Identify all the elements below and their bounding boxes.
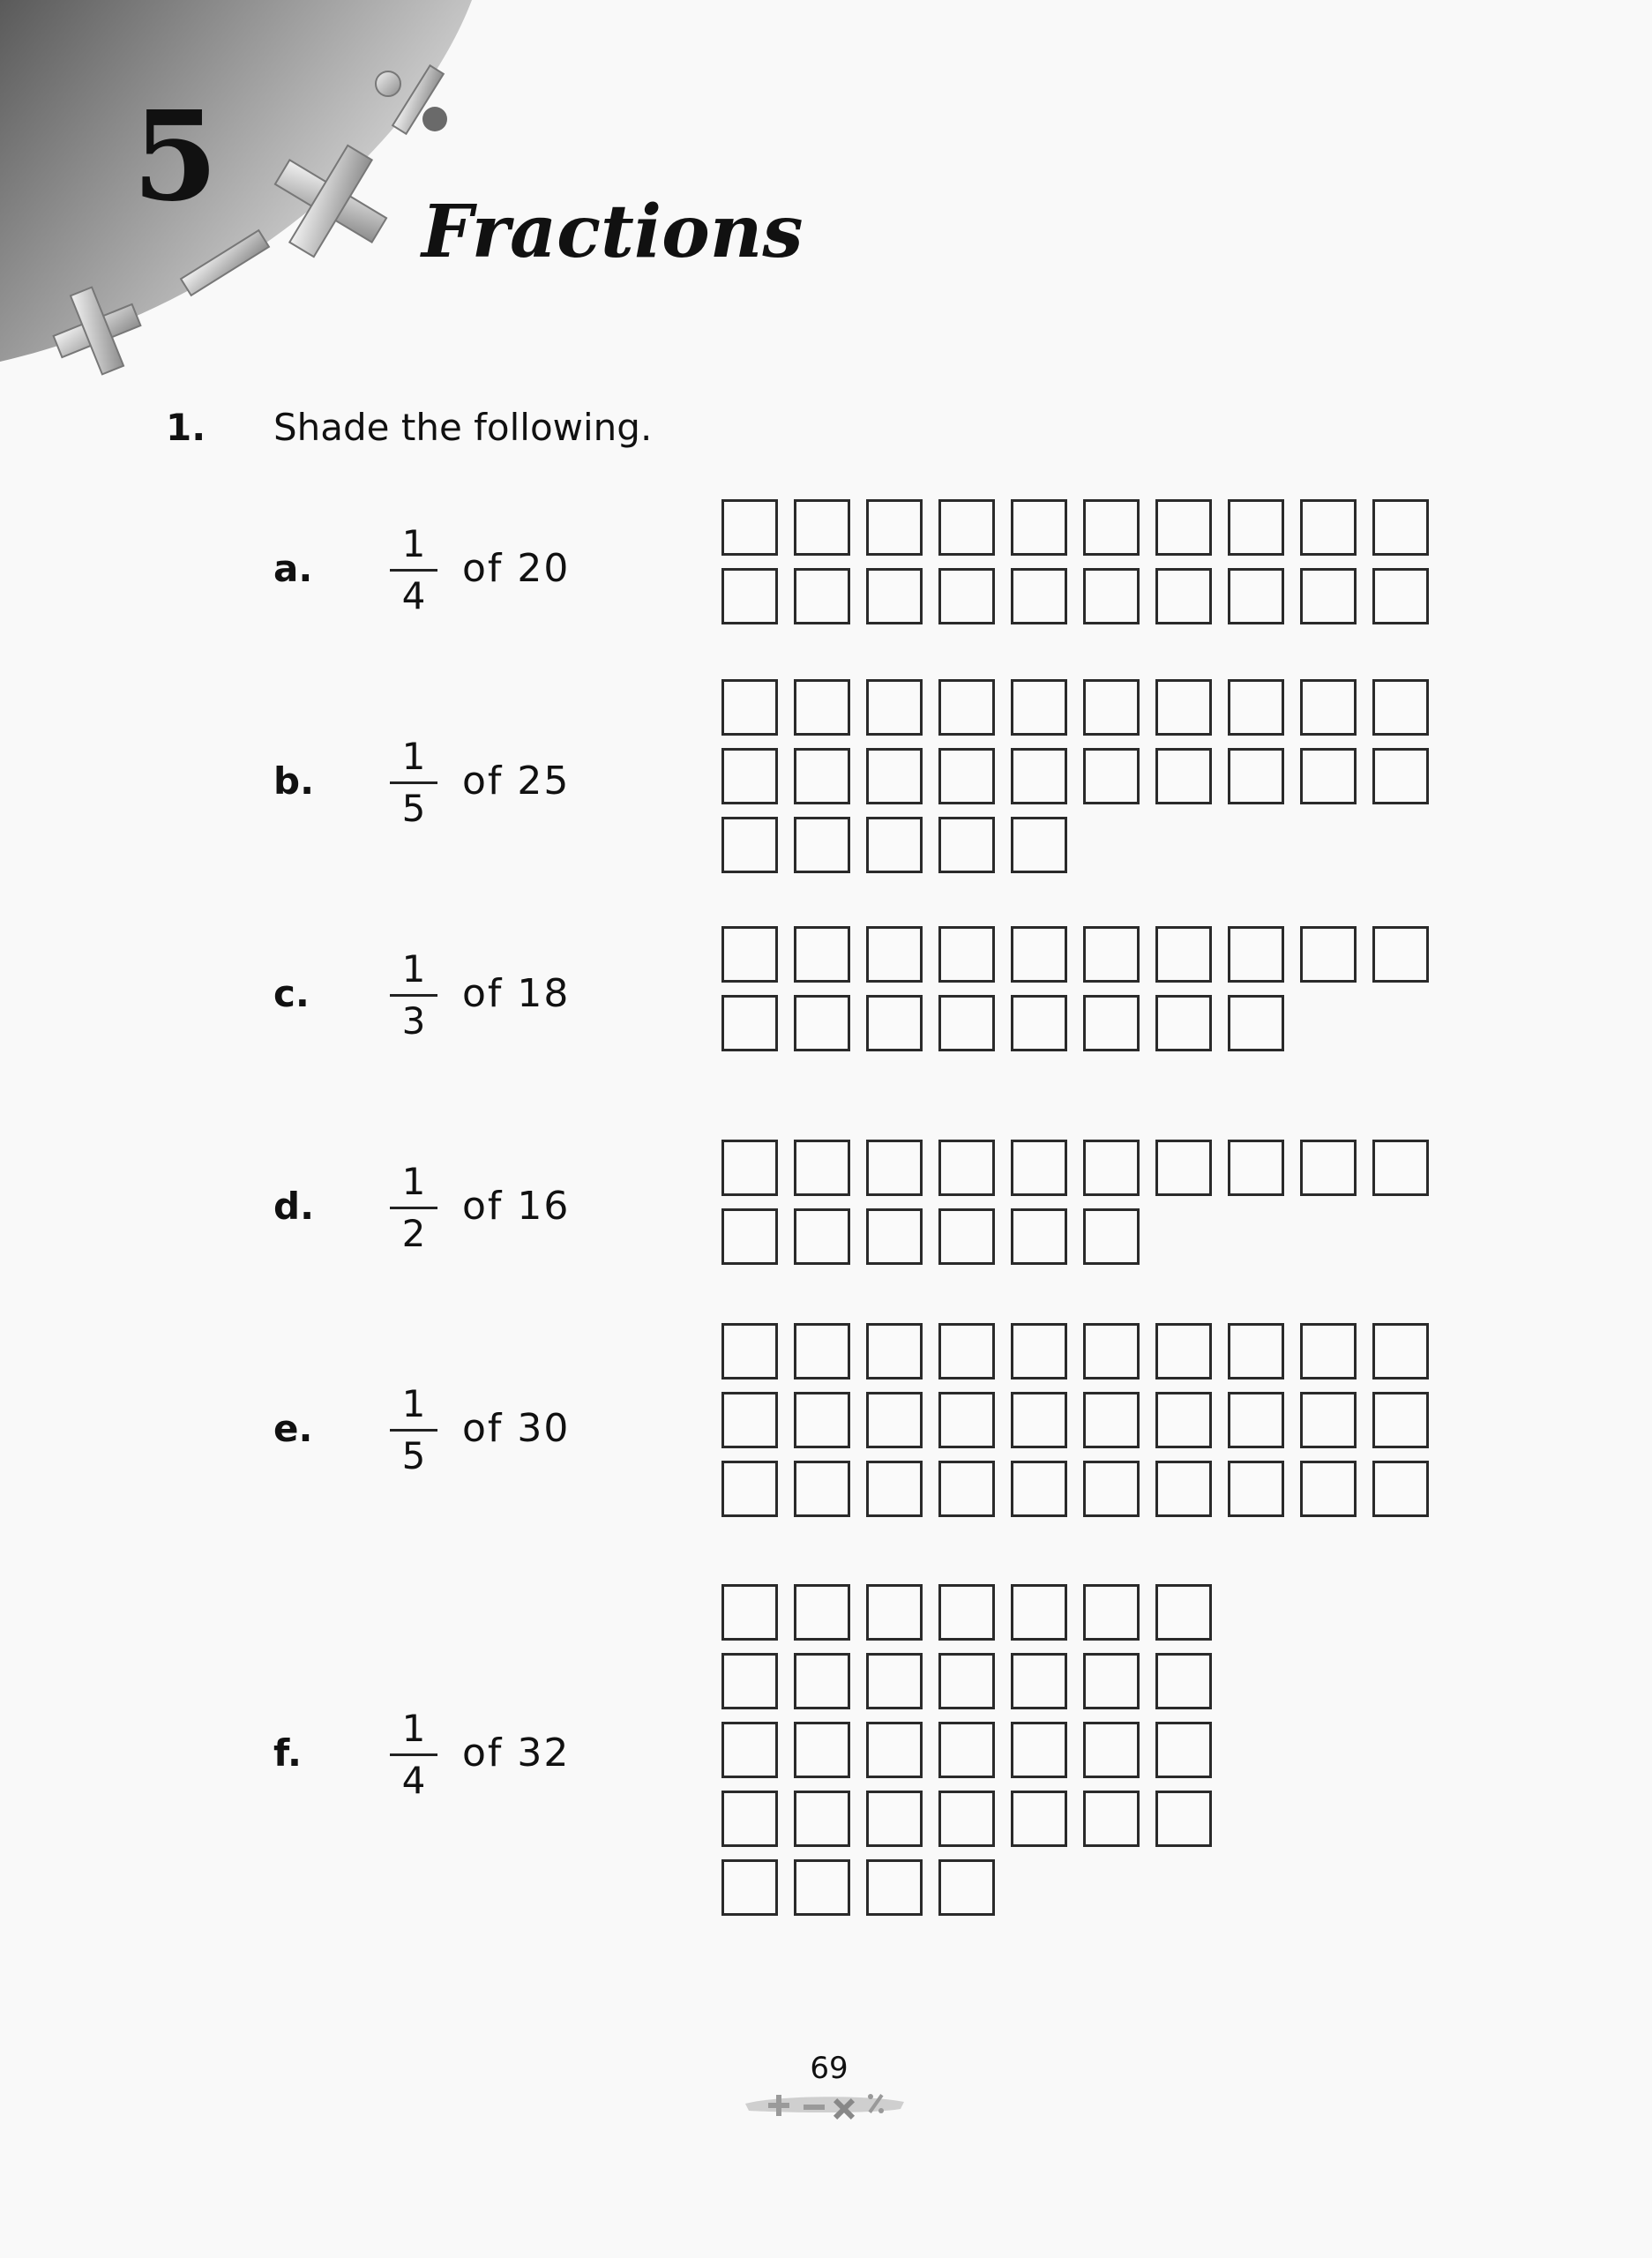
shading-box[interactable] bbox=[1372, 499, 1429, 556]
shading-box[interactable] bbox=[1228, 679, 1284, 736]
shading-box[interactable] bbox=[794, 748, 850, 804]
shading-box[interactable] bbox=[1228, 748, 1284, 804]
fraction-numerator: 1 bbox=[401, 1160, 426, 1203]
shading-box[interactable] bbox=[1300, 1140, 1357, 1196]
shading-box[interactable] bbox=[1155, 1323, 1212, 1379]
shading-box[interactable] bbox=[1011, 1722, 1067, 1778]
fraction-numerator: 1 bbox=[401, 735, 426, 778]
shading-box[interactable] bbox=[721, 1859, 778, 1916]
shading-box[interactable] bbox=[1300, 926, 1357, 983]
shading-box[interactable] bbox=[721, 1208, 778, 1265]
shading-box[interactable] bbox=[1372, 1323, 1429, 1379]
shading-box[interactable] bbox=[1083, 679, 1140, 736]
of-quantity-label: of 25 bbox=[462, 759, 571, 804]
shading-box[interactable] bbox=[794, 1859, 850, 1916]
item-letter: f. bbox=[273, 1731, 302, 1775]
shading-box[interactable] bbox=[866, 1208, 923, 1265]
shading-box[interactable] bbox=[1155, 748, 1212, 804]
shading-box[interactable] bbox=[794, 1722, 850, 1778]
shading-box[interactable] bbox=[866, 1722, 923, 1778]
fraction-denominator: 4 bbox=[401, 574, 426, 617]
item-letter: e. bbox=[273, 1407, 313, 1450]
shading-box[interactable] bbox=[1228, 926, 1284, 983]
shading-box[interactable] bbox=[1155, 1722, 1212, 1778]
fraction-bar bbox=[390, 781, 437, 784]
shading-box[interactable] bbox=[866, 1323, 923, 1379]
fraction-denominator: 2 bbox=[401, 1212, 426, 1255]
shading-box[interactable] bbox=[1083, 1584, 1140, 1641]
shading-box[interactable] bbox=[1372, 1461, 1429, 1517]
footer-plus-icon bbox=[768, 2095, 789, 2116]
shading-box[interactable] bbox=[1155, 499, 1212, 556]
shading-box[interactable] bbox=[866, 568, 923, 624]
of-quantity-label: of 30 bbox=[462, 1406, 571, 1451]
shading-box[interactable] bbox=[794, 1461, 850, 1517]
shading-box[interactable] bbox=[1228, 1392, 1284, 1448]
question-instruction: Shade the following. bbox=[273, 406, 653, 449]
shading-box[interactable] bbox=[1083, 1208, 1140, 1265]
chapter-title: Fractions bbox=[422, 190, 804, 274]
shading-box[interactable] bbox=[1372, 1392, 1429, 1448]
shading-box[interactable] bbox=[866, 499, 923, 556]
chapter-number: 5 bbox=[132, 85, 219, 229]
shading-box[interactable] bbox=[1083, 499, 1140, 556]
shading-box[interactable] bbox=[1011, 926, 1067, 983]
shading-box[interactable] bbox=[866, 926, 923, 983]
item-letter: c. bbox=[273, 972, 310, 1015]
shading-box[interactable] bbox=[1372, 679, 1429, 736]
shading-box[interactable] bbox=[1011, 817, 1067, 873]
shading-box[interactable] bbox=[721, 568, 778, 624]
shading-box[interactable] bbox=[866, 1461, 923, 1517]
shading-box[interactable] bbox=[938, 1392, 995, 1448]
fraction-denominator: 4 bbox=[401, 1759, 426, 1802]
shading-box[interactable] bbox=[866, 679, 923, 736]
shading-box[interactable] bbox=[1083, 1461, 1140, 1517]
shading-box[interactable] bbox=[938, 1461, 995, 1517]
shading-box[interactable] bbox=[1011, 1461, 1067, 1517]
shading-box[interactable] bbox=[1011, 1140, 1067, 1196]
shading-box[interactable] bbox=[794, 1323, 850, 1379]
shading-box[interactable] bbox=[938, 748, 995, 804]
shading-box[interactable] bbox=[938, 1791, 995, 1847]
shading-box[interactable] bbox=[1011, 1791, 1067, 1847]
shading-box[interactable] bbox=[938, 1653, 995, 1709]
shading-box[interactable] bbox=[1155, 1791, 1212, 1847]
shading-box[interactable] bbox=[721, 817, 778, 873]
shading-box[interactable] bbox=[794, 1140, 850, 1196]
shading-box[interactable] bbox=[1228, 995, 1284, 1051]
shading-box[interactable] bbox=[794, 926, 850, 983]
shading-box[interactable] bbox=[1155, 1461, 1212, 1517]
shading-box[interactable] bbox=[721, 1653, 778, 1709]
shading-box[interactable] bbox=[866, 817, 923, 873]
shading-grid-d bbox=[721, 1140, 1429, 1265]
shading-box[interactable] bbox=[721, 748, 778, 804]
shading-box[interactable] bbox=[1300, 679, 1357, 736]
shading-box[interactable] bbox=[938, 568, 995, 624]
shading-box[interactable] bbox=[938, 679, 995, 736]
shading-box[interactable] bbox=[1372, 926, 1429, 983]
shading-box[interactable] bbox=[1228, 1140, 1284, 1196]
shading-box[interactable] bbox=[938, 1584, 995, 1641]
shading-box[interactable] bbox=[721, 926, 778, 983]
shading-box[interactable] bbox=[1300, 1323, 1357, 1379]
shading-box[interactable] bbox=[794, 817, 850, 873]
fraction-denominator: 5 bbox=[401, 1434, 426, 1477]
shading-box[interactable] bbox=[794, 1791, 850, 1847]
fraction-numerator: 1 bbox=[401, 522, 426, 565]
shading-box[interactable] bbox=[1083, 748, 1140, 804]
of-quantity-label: of 18 bbox=[462, 971, 571, 1016]
of-quantity-label: of 16 bbox=[462, 1184, 571, 1229]
item-letter: d. bbox=[273, 1185, 315, 1228]
shading-box[interactable] bbox=[794, 1208, 850, 1265]
shading-box[interactable] bbox=[1083, 1392, 1140, 1448]
shading-box[interactable] bbox=[1155, 995, 1212, 1051]
of-quantity-label: of 20 bbox=[462, 546, 571, 591]
shading-box[interactable] bbox=[1300, 1461, 1357, 1517]
shading-box[interactable] bbox=[1155, 1584, 1212, 1641]
shading-box[interactable] bbox=[938, 926, 995, 983]
shading-box[interactable] bbox=[938, 817, 995, 873]
question-number: 1. bbox=[166, 406, 206, 449]
shading-box[interactable] bbox=[1228, 499, 1284, 556]
shading-box[interactable] bbox=[1011, 1323, 1067, 1379]
fraction bbox=[390, 948, 437, 1044]
shading-box[interactable] bbox=[1011, 1584, 1067, 1641]
footer-decoration bbox=[745, 2086, 904, 2127]
fraction bbox=[390, 1383, 437, 1479]
fraction-bar bbox=[390, 569, 437, 572]
shading-box[interactable] bbox=[721, 499, 778, 556]
shading-box[interactable] bbox=[866, 1140, 923, 1196]
corner-swoosh bbox=[0, 0, 472, 362]
shading-box[interactable] bbox=[1011, 499, 1067, 556]
shading-box[interactable] bbox=[1155, 568, 1212, 624]
shading-box[interactable] bbox=[1155, 1140, 1212, 1196]
shading-box[interactable] bbox=[938, 1859, 995, 1916]
shading-box[interactable] bbox=[794, 1653, 850, 1709]
shading-box[interactable] bbox=[1011, 679, 1067, 736]
shading-box[interactable] bbox=[1372, 748, 1429, 804]
shading-box[interactable] bbox=[721, 679, 778, 736]
fraction-numerator: 1 bbox=[401, 1382, 426, 1425]
shading-box[interactable] bbox=[721, 1722, 778, 1778]
shading-box[interactable] bbox=[794, 995, 850, 1051]
footer-minus-icon bbox=[804, 2105, 825, 2110]
shading-box[interactable] bbox=[938, 1140, 995, 1196]
shading-box[interactable] bbox=[938, 499, 995, 556]
shading-box[interactable] bbox=[794, 1392, 850, 1448]
shading-grid-e bbox=[721, 1323, 1429, 1517]
shading-box[interactable] bbox=[1155, 1392, 1212, 1448]
shading-box[interactable] bbox=[1011, 1392, 1067, 1448]
shading-box[interactable] bbox=[938, 1722, 995, 1778]
shading-box[interactable] bbox=[1083, 568, 1140, 624]
shading-box[interactable] bbox=[866, 1859, 923, 1916]
shading-box[interactable] bbox=[1155, 1653, 1212, 1709]
shading-box[interactable] bbox=[1300, 568, 1357, 624]
shading-box[interactable] bbox=[866, 995, 923, 1051]
page-number: 69 bbox=[810, 2051, 848, 2086]
shading-box[interactable] bbox=[1155, 679, 1212, 736]
shading-box[interactable] bbox=[721, 1323, 778, 1379]
fraction-bar bbox=[390, 1207, 437, 1209]
shading-box[interactable] bbox=[938, 995, 995, 1051]
shading-grid-c bbox=[721, 926, 1429, 1051]
shading-box[interactable] bbox=[866, 1653, 923, 1709]
fraction-denominator: 3 bbox=[401, 999, 426, 1043]
shading-box[interactable] bbox=[1083, 1791, 1140, 1847]
shading-box[interactable] bbox=[1228, 1461, 1284, 1517]
shading-box[interactable] bbox=[721, 1140, 778, 1196]
shading-box[interactable] bbox=[794, 1584, 850, 1641]
fraction bbox=[390, 736, 437, 832]
item-letter: b. bbox=[273, 759, 315, 803]
shading-box[interactable] bbox=[721, 995, 778, 1051]
shading-box[interactable] bbox=[794, 568, 850, 624]
shading-box[interactable] bbox=[1011, 568, 1067, 624]
shading-box[interactable] bbox=[1372, 568, 1429, 624]
shading-box[interactable] bbox=[1083, 926, 1140, 983]
fraction-bar bbox=[390, 1429, 437, 1432]
shading-box[interactable] bbox=[1011, 995, 1067, 1051]
shading-box[interactable] bbox=[1083, 1323, 1140, 1379]
fraction bbox=[390, 523, 437, 619]
fraction-denominator: 5 bbox=[401, 787, 426, 830]
shading-box[interactable] bbox=[1228, 1323, 1284, 1379]
fraction bbox=[390, 1708, 437, 1804]
shading-box[interactable] bbox=[1083, 1722, 1140, 1778]
shading-box[interactable] bbox=[1083, 1653, 1140, 1709]
shading-box[interactable] bbox=[1083, 1140, 1140, 1196]
shading-box[interactable] bbox=[1011, 1653, 1067, 1709]
shading-box[interactable] bbox=[1372, 1140, 1429, 1196]
fraction-numerator: 1 bbox=[401, 1707, 426, 1750]
shading-box[interactable] bbox=[794, 679, 850, 736]
item-letter: a. bbox=[273, 547, 313, 590]
shading-box[interactable] bbox=[866, 1791, 923, 1847]
shading-box[interactable] bbox=[938, 1208, 995, 1265]
shading-grid-b bbox=[721, 679, 1429, 873]
shading-box[interactable] bbox=[938, 1323, 995, 1379]
shading-box[interactable] bbox=[721, 1584, 778, 1641]
shading-box[interactable] bbox=[1300, 499, 1357, 556]
fraction bbox=[390, 1161, 437, 1257]
shading-box[interactable] bbox=[866, 748, 923, 804]
shading-box[interactable] bbox=[1083, 995, 1140, 1051]
shading-box[interactable] bbox=[721, 1461, 778, 1517]
shading-box[interactable] bbox=[1300, 748, 1357, 804]
of-quantity-label: of 32 bbox=[462, 1731, 571, 1776]
shading-grid-a bbox=[721, 499, 1429, 624]
shading-box[interactable] bbox=[866, 1392, 923, 1448]
fraction-numerator: 1 bbox=[401, 947, 426, 991]
shading-box[interactable] bbox=[794, 499, 850, 556]
shading-box[interactable] bbox=[1155, 926, 1212, 983]
fraction-bar bbox=[390, 1753, 437, 1756]
shading-grid-f bbox=[721, 1584, 1212, 1916]
shading-box[interactable] bbox=[866, 1584, 923, 1641]
fraction-bar bbox=[390, 994, 437, 997]
shading-box[interactable] bbox=[1300, 1392, 1357, 1448]
shading-box[interactable] bbox=[1011, 1208, 1067, 1265]
shading-box[interactable] bbox=[721, 1392, 778, 1448]
shading-box[interactable] bbox=[1011, 748, 1067, 804]
shading-box[interactable] bbox=[1228, 568, 1284, 624]
shading-box[interactable] bbox=[721, 1791, 778, 1847]
